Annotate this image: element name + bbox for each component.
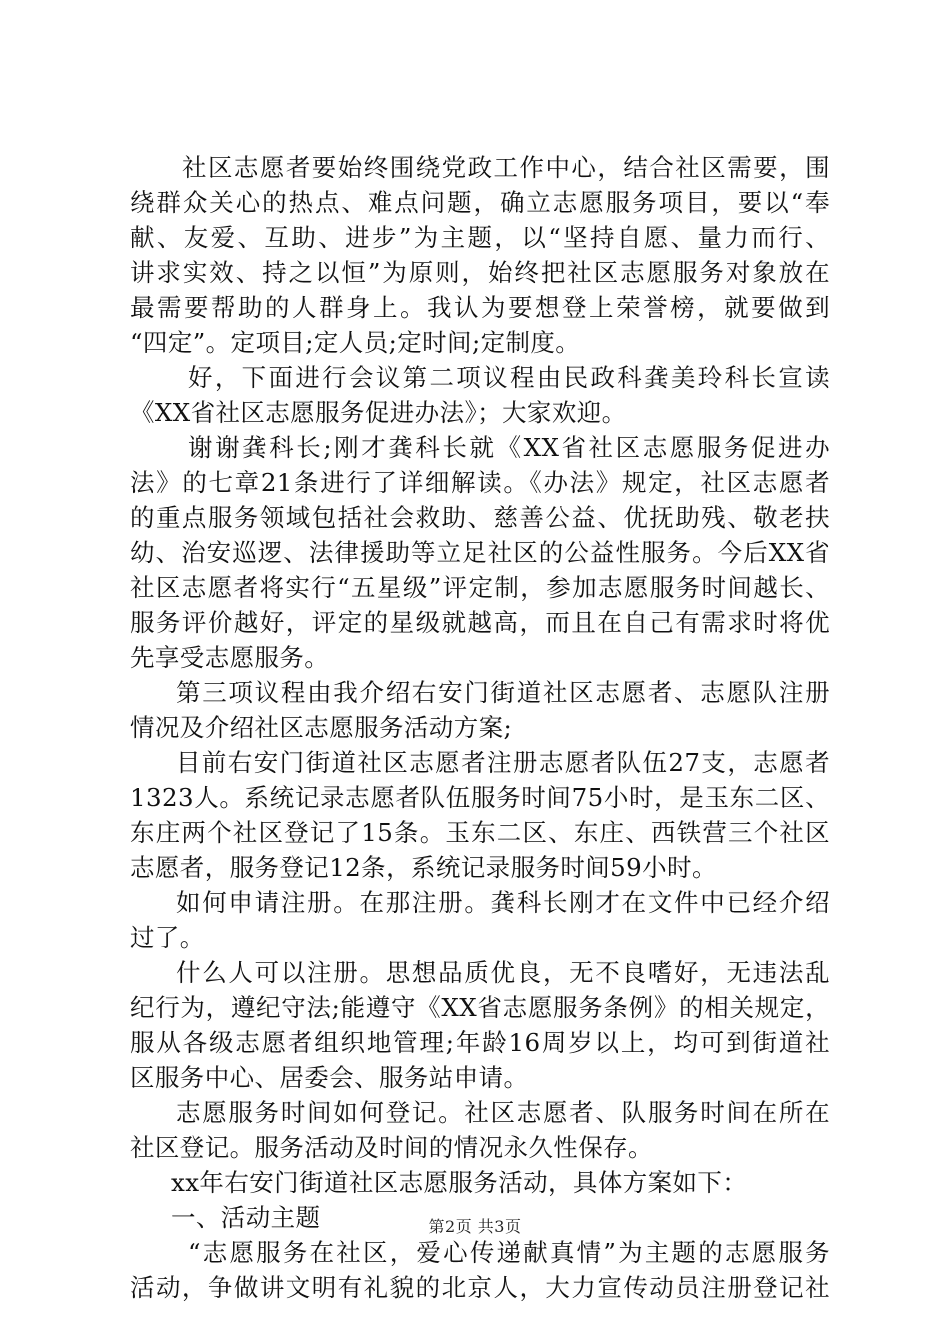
text-line: 好，下面进行会议第二项议程由民政科龚美玲科长宣读	[188, 363, 830, 392]
text-line: 什么人可以注册。思想品质优良，无不良嗜好，无违法乱	[176, 958, 830, 987]
text-line: 过了。	[130, 923, 205, 952]
text-line: 社区志愿者要始终围绕党政工作中心，结合社区需要，围	[182, 153, 830, 182]
text-line: 《XX省社区志愿服务促进办法》；大家欢迎。	[130, 398, 627, 427]
text-line: 1323人。系统记录志愿者队伍服务时间75小时，是玉东二区、	[130, 783, 830, 812]
text-line: 的重点服务领域包括社会救助、慈善公益、优抚助残、敬老扶	[130, 503, 830, 532]
text-line: 一、活动主题	[171, 1203, 321, 1232]
text-line: 志愿服务时间如何登记。社区志愿者、队服务时间在所在	[176, 1098, 830, 1127]
document-body	[130, 150, 830, 1305]
text-line: 谢谢龚科长;刚才龚科长就《XX省社区志愿服务促进办	[188, 433, 830, 462]
text-line: 情况及介绍社区志愿服务活动方案;	[130, 713, 513, 742]
text-line: 志愿者，服务登记12条，系统记录服务时间59小时。	[130, 853, 717, 882]
text-line: xx年右安门街道社区志愿服务活动，具体方案如下：	[171, 1168, 748, 1197]
text-line: 法》的七章21条进行了详细解读。《办法》规定，社区志愿者	[130, 468, 830, 497]
text-line: 绕群众关心的热点、难点问题，确立志愿服务项目，要以“奉	[130, 188, 830, 217]
text-line: 活动，争做讲文明有礼貌的北京人，大力宣传动员注册登记社	[130, 1273, 830, 1302]
text-line: 幼、治安巡逻、法律援助等立足社区的公益性服务。今后XX省	[130, 538, 830, 567]
text-line: 献、友爱、互助、进步”为主题，以“坚持自愿、量力而行、	[130, 223, 830, 252]
text-line: 纪行为，遵纪守法;能遵守《XX省志愿服务条例》的相关规定，	[130, 993, 830, 1022]
page-number-footer: 第2页 共3页	[428, 1217, 522, 1236]
text-line: “四定”。定项目;定人员;定时间;定制度。	[130, 328, 581, 357]
text-line: 区服务中心、居委会、服务站申请。	[130, 1063, 529, 1092]
text-line: 社区志愿者将实行“五星级”评定制，参加志愿服务时间越长、	[130, 573, 830, 602]
text-line: 讲求实效、持之以恒”为原则，始终把社区志愿服务对象放在	[130, 258, 830, 287]
text-line: 服从各级志愿者组织地管理;年龄16周岁以上，均可到街道社	[130, 1028, 830, 1057]
text-line: 第三项议程由我介绍右安门街道社区志愿者、志愿队注册	[176, 678, 830, 707]
text-line: 如何申请注册。在那注册。龚科长刚才在文件中已经介绍	[176, 888, 830, 917]
text-line: 服务评价越好，评定的星级就越高，而且在自己有需求时将优	[130, 608, 830, 637]
text-line: 目前右安门街道社区志愿者注册志愿者队伍27支，志愿者	[176, 748, 830, 777]
text-line: 东庄两个社区登记了15条。玉东二区、东庄、西铁营三个社区	[130, 818, 830, 847]
text-line: “志愿服务在社区，爱心传递献真情”为主题的志愿服务	[188, 1238, 830, 1267]
text-line: 先享受志愿服务。	[130, 643, 330, 672]
text-line: 最需要帮助的人群身上。我认为要想登上荣誉榜，就要做到	[130, 293, 830, 322]
text-line: 社区登记。服务活动及时间的情况永久性保存。	[130, 1133, 653, 1162]
